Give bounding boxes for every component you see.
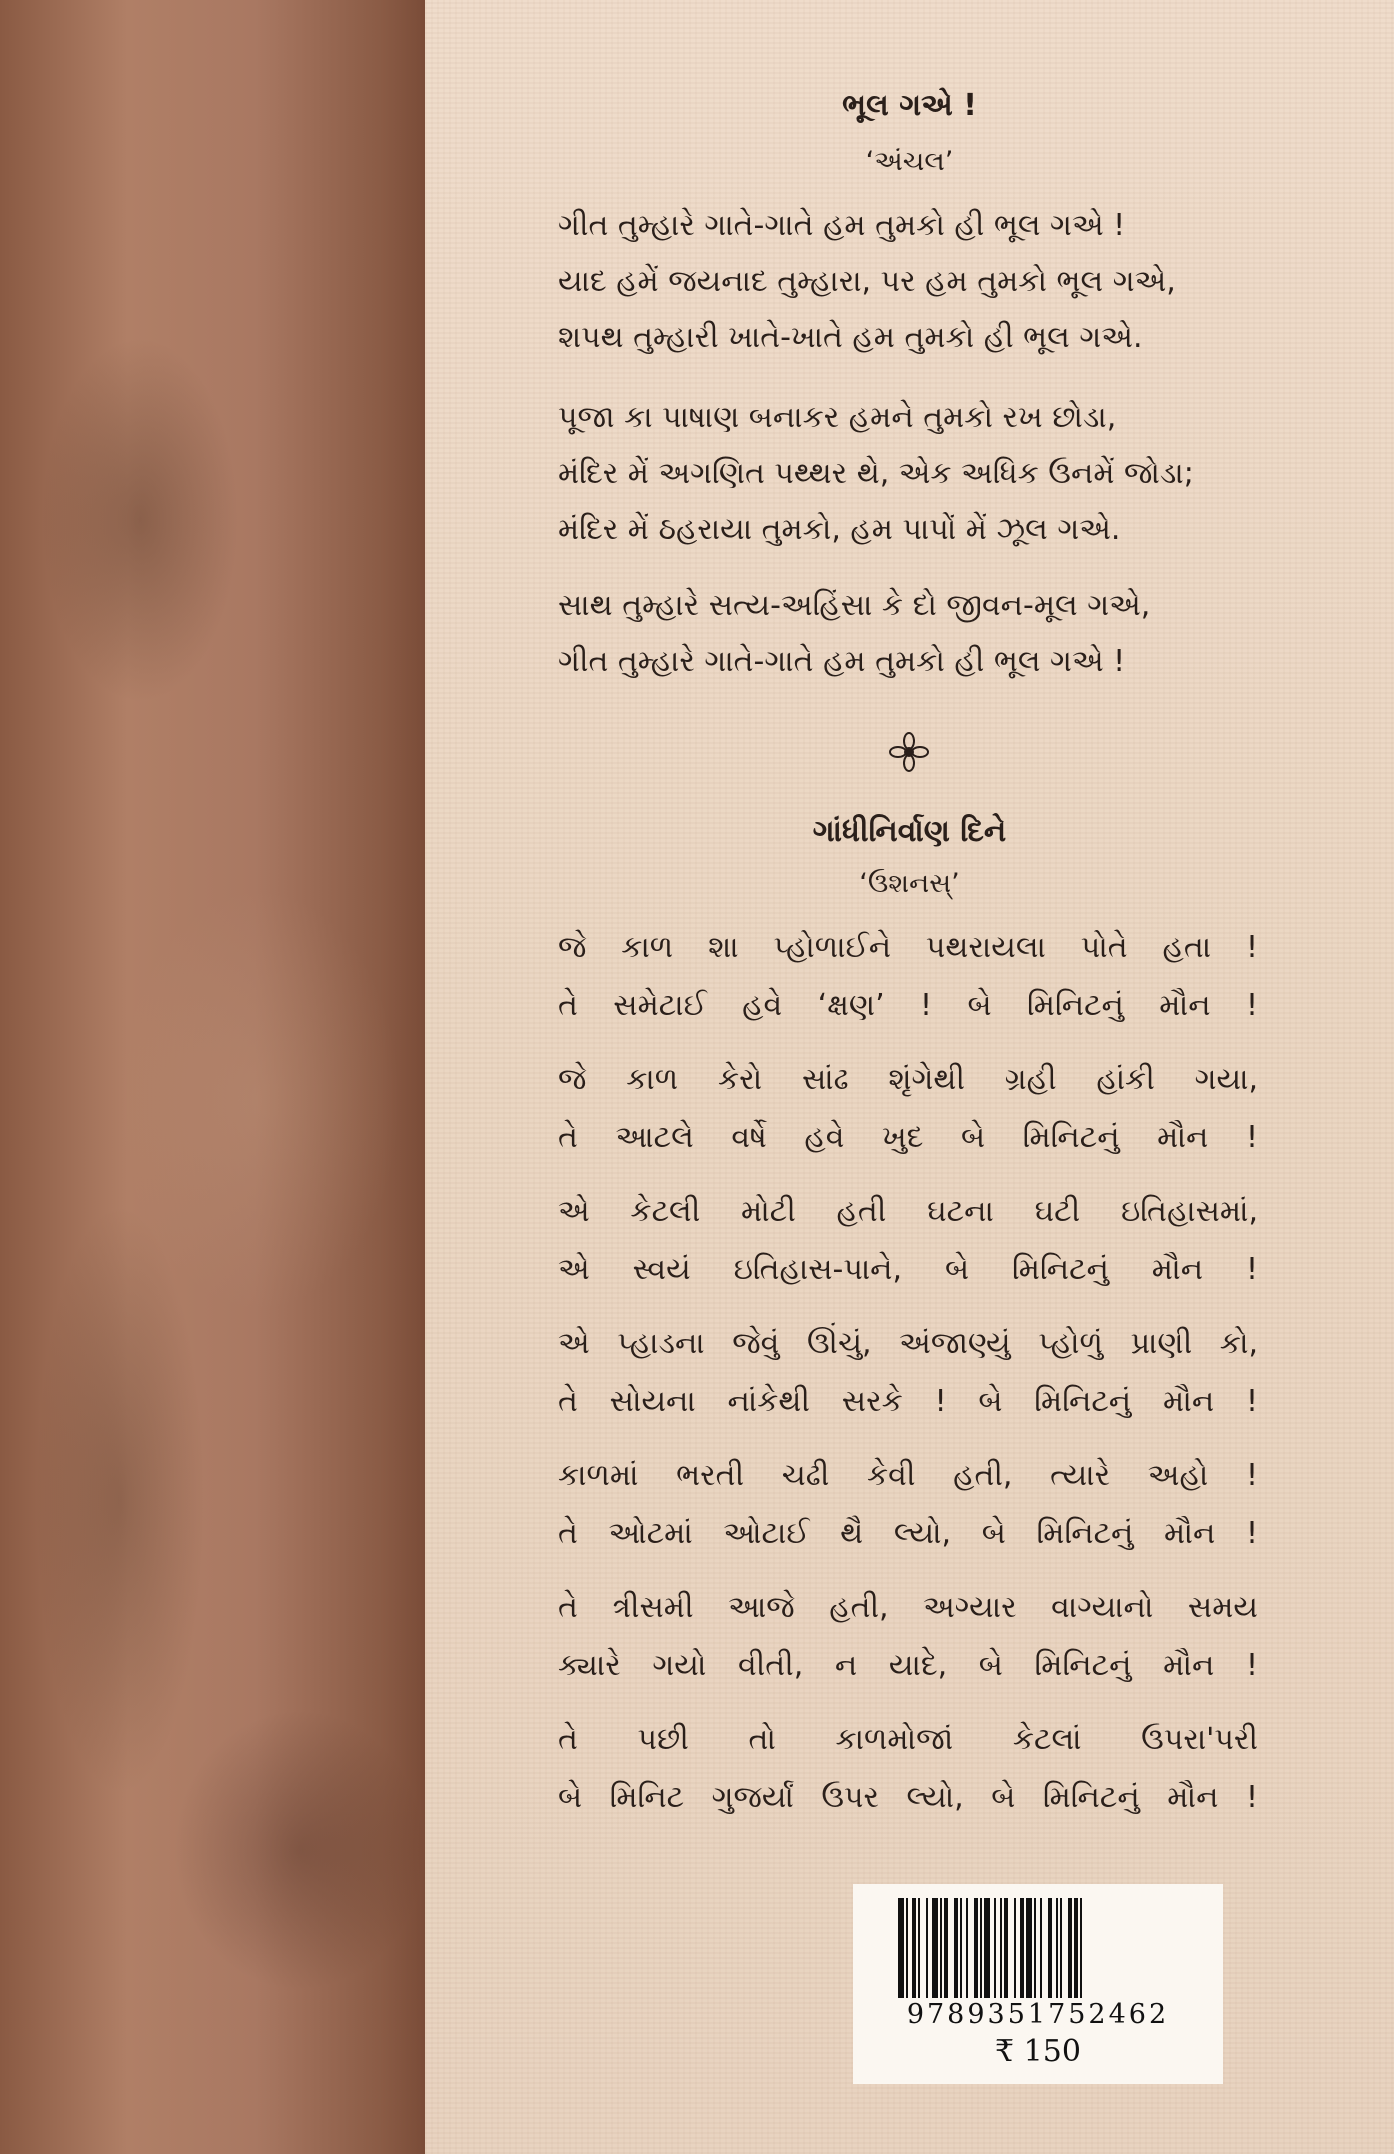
barcode-bar	[918, 1898, 920, 1998]
barcode-bar	[1000, 1898, 1002, 1998]
poem2-line: ક્યારે ગયો વીતી, ન યાદે, બે મિનિટનું મૌન !	[558, 1648, 1258, 1683]
barcode-bar	[1056, 1898, 1058, 1998]
poem2-line: તે ઓટમાં ઓટાઈ થૈ લ્યો, બે મિનિટનું મૌન !	[558, 1516, 1258, 1551]
barcode-bar	[926, 1898, 928, 1998]
barcode-bar	[994, 1898, 996, 1998]
poem2-title: ગાંધીનિર્વાણ દિને	[812, 814, 1007, 849]
back-cover-paper	[425, 0, 1394, 2154]
poem2-line: તે સમેટાઈ હવે ‘ક્ષણ’ ! બે મિનિટનું મૌન !	[558, 988, 1258, 1023]
barcode-bar	[1048, 1898, 1052, 1998]
barcode-bar	[974, 1898, 978, 1998]
poem1-line: પૂજા કા પાષાણ બનાકર હમને તુમકો રખ છોડા,	[558, 400, 1117, 435]
poem2-line: જે કાળ કેરો સાંઢ શૃંગેથી ગ્રહી હાંકી ગયા,	[558, 1062, 1258, 1097]
poem2-line: તે પછી તો કાળમોજાં કેટલાં ઉપરા'પરી	[558, 1722, 1258, 1757]
poem1-author: ‘અંચલ’	[865, 146, 954, 177]
barcode-bar	[960, 1898, 962, 1998]
barcode-bar	[1014, 1898, 1016, 1998]
price-label: ₹ 150	[995, 2034, 1081, 2069]
barcode-bar	[1004, 1898, 1008, 1998]
flower-ornament-icon	[885, 728, 933, 776]
barcode-bar	[984, 1898, 990, 1998]
poem2-line: તે સોયના નાંકેથી સરકે ! બે મિનિટનું મૌન !	[558, 1384, 1258, 1419]
poems-section	[425, 0, 1394, 2154]
barcode-bar	[912, 1898, 916, 1998]
barcode-bar	[1034, 1898, 1036, 1998]
barcode-bar	[954, 1898, 958, 1998]
barcode-bar	[906, 1898, 908, 1998]
barcode-bar	[940, 1898, 942, 1998]
barcode-bar	[932, 1898, 938, 1998]
poem1-line: શપથ તુમ્હારી ખાતે-ખાતે હમ તુમકો હી ભૂલ ગએ.	[558, 320, 1143, 355]
barcode-bar	[980, 1898, 982, 1998]
barcode-bar	[1020, 1898, 1024, 1998]
poem2-line: કાળમાં ભરતી ચઢી કેવી હતી, ત્યારે અહો !	[558, 1458, 1258, 1493]
barcode-bar	[1060, 1898, 1062, 1998]
poem1-line: સાથ તુમ્હારે સત્ય-અહિંસા કે દો જીવન-મૂલ ગએ,	[558, 588, 1151, 623]
barcode-bar	[898, 1898, 904, 1998]
poem2-line: જે કાળ શા પ્હોળાઈને પથરાયલા પોતે હતા !	[558, 930, 1258, 965]
poem2-line: એ સ્વયં ઇતિહાસ-પાને, બે મિનિટનું મૌન !	[558, 1252, 1258, 1287]
poem1-line: યાદ હમેં જયનાદ તુમ્હારા, પર હમ તુમકો ભૂલ ગએ,	[558, 264, 1176, 299]
poem1-line: મંદિર મેં ઠહરાયા તુમકો, હમ પાપોં મેં ઝૂલ ગએ.	[558, 512, 1121, 547]
isbn-number: 9789351752462	[906, 1999, 1170, 2030]
poem2-line: એ કેટલી મોટી હતી ઘટના ઘટી ઇતિહાસમાં,	[558, 1194, 1258, 1229]
barcode-label	[853, 1884, 1223, 2084]
barcode-bar	[944, 1898, 948, 1998]
poem1-line: મંદિર મેં અગણિત પથ્થર થે, એક અધિક ઉનમેં જોડા;	[558, 456, 1194, 491]
barcode-bar	[966, 1898, 968, 1998]
poem2-line: તે ત્રીસમી આજે હતી, અગ્યાર વાગ્યાનો સમય	[558, 1590, 1258, 1625]
cover-photo-strip	[0, 0, 425, 2154]
barcode-bar	[1040, 1898, 1042, 1998]
poem2-line: એ પ્હાડના જેવું ઊંચું, અંજાણ્યું પ્હોળું પ્રાણી કો,	[558, 1326, 1258, 1361]
barcode-bar	[1068, 1898, 1072, 1998]
poem2-line: બે મિનિટ ગુજર્યાં ઉપર લ્યો, બે મિનિટનું મૌન !	[558, 1780, 1258, 1815]
poem1-title: ભૂલ ગએ !	[842, 88, 977, 123]
barcode-bar	[1026, 1898, 1032, 1998]
barcode-bar	[1074, 1898, 1078, 1998]
poem2-author: ‘ઉશનસ્’	[859, 868, 960, 899]
barcode-bars	[898, 1898, 1178, 1998]
poem2-line: તે આટલે વર્ષે હવે ખુદ બે મિનિટનું મૌન !	[558, 1120, 1258, 1155]
poem1-line: ગીત તુમ્હારે ગાતે-ગાતે હમ તુમકો હી ભૂલ ગએ !	[558, 644, 1126, 679]
poem1-line: ગીત તુમ્હારે ગાતે-ગાતે હમ તુમકો હી ભૂલ ગએ !	[558, 208, 1126, 243]
barcode-bar	[1080, 1898, 1082, 1998]
